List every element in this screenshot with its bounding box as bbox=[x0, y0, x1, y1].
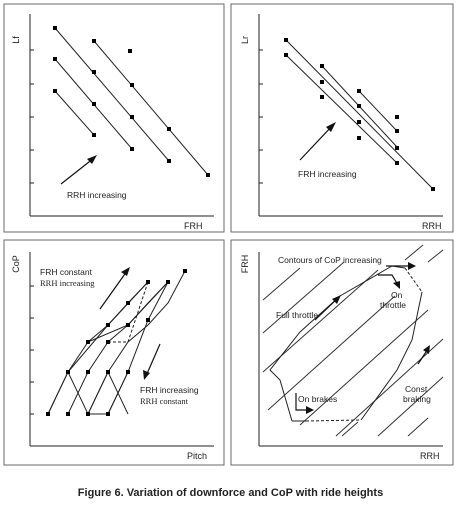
data-point bbox=[130, 115, 134, 119]
data-point bbox=[53, 26, 57, 30]
data-point bbox=[92, 70, 96, 74]
data-point bbox=[126, 370, 130, 374]
panel-frame bbox=[231, 4, 453, 232]
outlier-point bbox=[395, 115, 399, 119]
data-point bbox=[106, 412, 110, 416]
y-axis-label: Lf bbox=[11, 36, 21, 44]
data-point bbox=[284, 38, 288, 42]
data-point bbox=[395, 146, 399, 150]
data-point bbox=[53, 57, 57, 61]
data-point bbox=[320, 80, 324, 84]
data-point bbox=[146, 280, 150, 284]
data-point bbox=[395, 129, 399, 133]
rrh-increasing-label: RRH increasing bbox=[40, 278, 95, 288]
panel-cop-vs-pitch bbox=[4, 240, 224, 465]
data-point bbox=[167, 127, 171, 131]
data-point bbox=[86, 340, 90, 344]
data-point bbox=[146, 318, 150, 322]
data-point bbox=[106, 340, 110, 344]
on-throttle-label-line2: throttle bbox=[380, 300, 406, 310]
data-point bbox=[357, 89, 361, 93]
data-point bbox=[206, 173, 210, 177]
y-axis-label: Lr bbox=[240, 35, 250, 45]
const-braking-label-line1: Const bbox=[405, 384, 428, 394]
data-point bbox=[92, 39, 96, 43]
data-point bbox=[284, 53, 288, 57]
panel-lr-vs-rrh bbox=[231, 4, 453, 232]
x-axis-label: FRH bbox=[184, 221, 203, 231]
const-braking-label-line2: braking bbox=[403, 394, 431, 404]
frh-constant-label: FRH constant bbox=[40, 267, 92, 277]
contours-label: Contours of CoP increasing bbox=[278, 255, 382, 265]
panel-frame bbox=[231, 240, 453, 465]
rrh-increasing-label: RRH increasing bbox=[67, 190, 127, 200]
data-point bbox=[130, 147, 134, 151]
data-point bbox=[431, 187, 435, 191]
data-point bbox=[86, 370, 90, 374]
full-throttle-label: Full throttle bbox=[276, 310, 319, 320]
data-point bbox=[53, 89, 57, 93]
data-point bbox=[126, 301, 130, 305]
figure-caption: Figure 6. Variation of downforce and CoP with ride heights bbox=[77, 487, 384, 499]
data-point bbox=[130, 83, 134, 87]
on-throttle-label-line1: On bbox=[391, 290, 403, 300]
data-point bbox=[167, 159, 171, 163]
data-point bbox=[46, 412, 50, 416]
panel-frh-vs-rrh-contours bbox=[231, 240, 453, 465]
data-point bbox=[183, 269, 187, 273]
x-axis-label: RRH bbox=[422, 221, 442, 231]
on-brakes-label: On brakes bbox=[298, 394, 338, 404]
panel-lf-vs-frh bbox=[4, 4, 224, 232]
data-point bbox=[66, 412, 70, 416]
y-axis-label: FRH bbox=[240, 254, 250, 274]
data-point bbox=[357, 104, 361, 108]
y-axis-label: CoP bbox=[11, 255, 21, 273]
data-point bbox=[320, 64, 324, 68]
data-point bbox=[126, 323, 130, 327]
outlier-point bbox=[128, 49, 132, 53]
data-point bbox=[320, 95, 324, 99]
frh-increasing-label: FRH increasing bbox=[140, 385, 199, 395]
panel-frame bbox=[4, 240, 224, 465]
data-point bbox=[86, 412, 90, 416]
data-point bbox=[92, 102, 96, 106]
data-point bbox=[166, 280, 170, 284]
data-point bbox=[395, 161, 399, 165]
data-point bbox=[106, 323, 110, 327]
frh-increasing-label: FRH increasing bbox=[298, 169, 357, 179]
data-point bbox=[92, 133, 96, 137]
data-point bbox=[66, 370, 70, 374]
x-axis-label: RRH bbox=[420, 451, 440, 461]
data-point bbox=[106, 370, 110, 374]
x-axis-label: Pitch bbox=[187, 451, 208, 461]
data-point bbox=[357, 136, 361, 140]
data-point bbox=[357, 120, 361, 124]
rrh-constant-label: RRH constant bbox=[140, 396, 188, 406]
